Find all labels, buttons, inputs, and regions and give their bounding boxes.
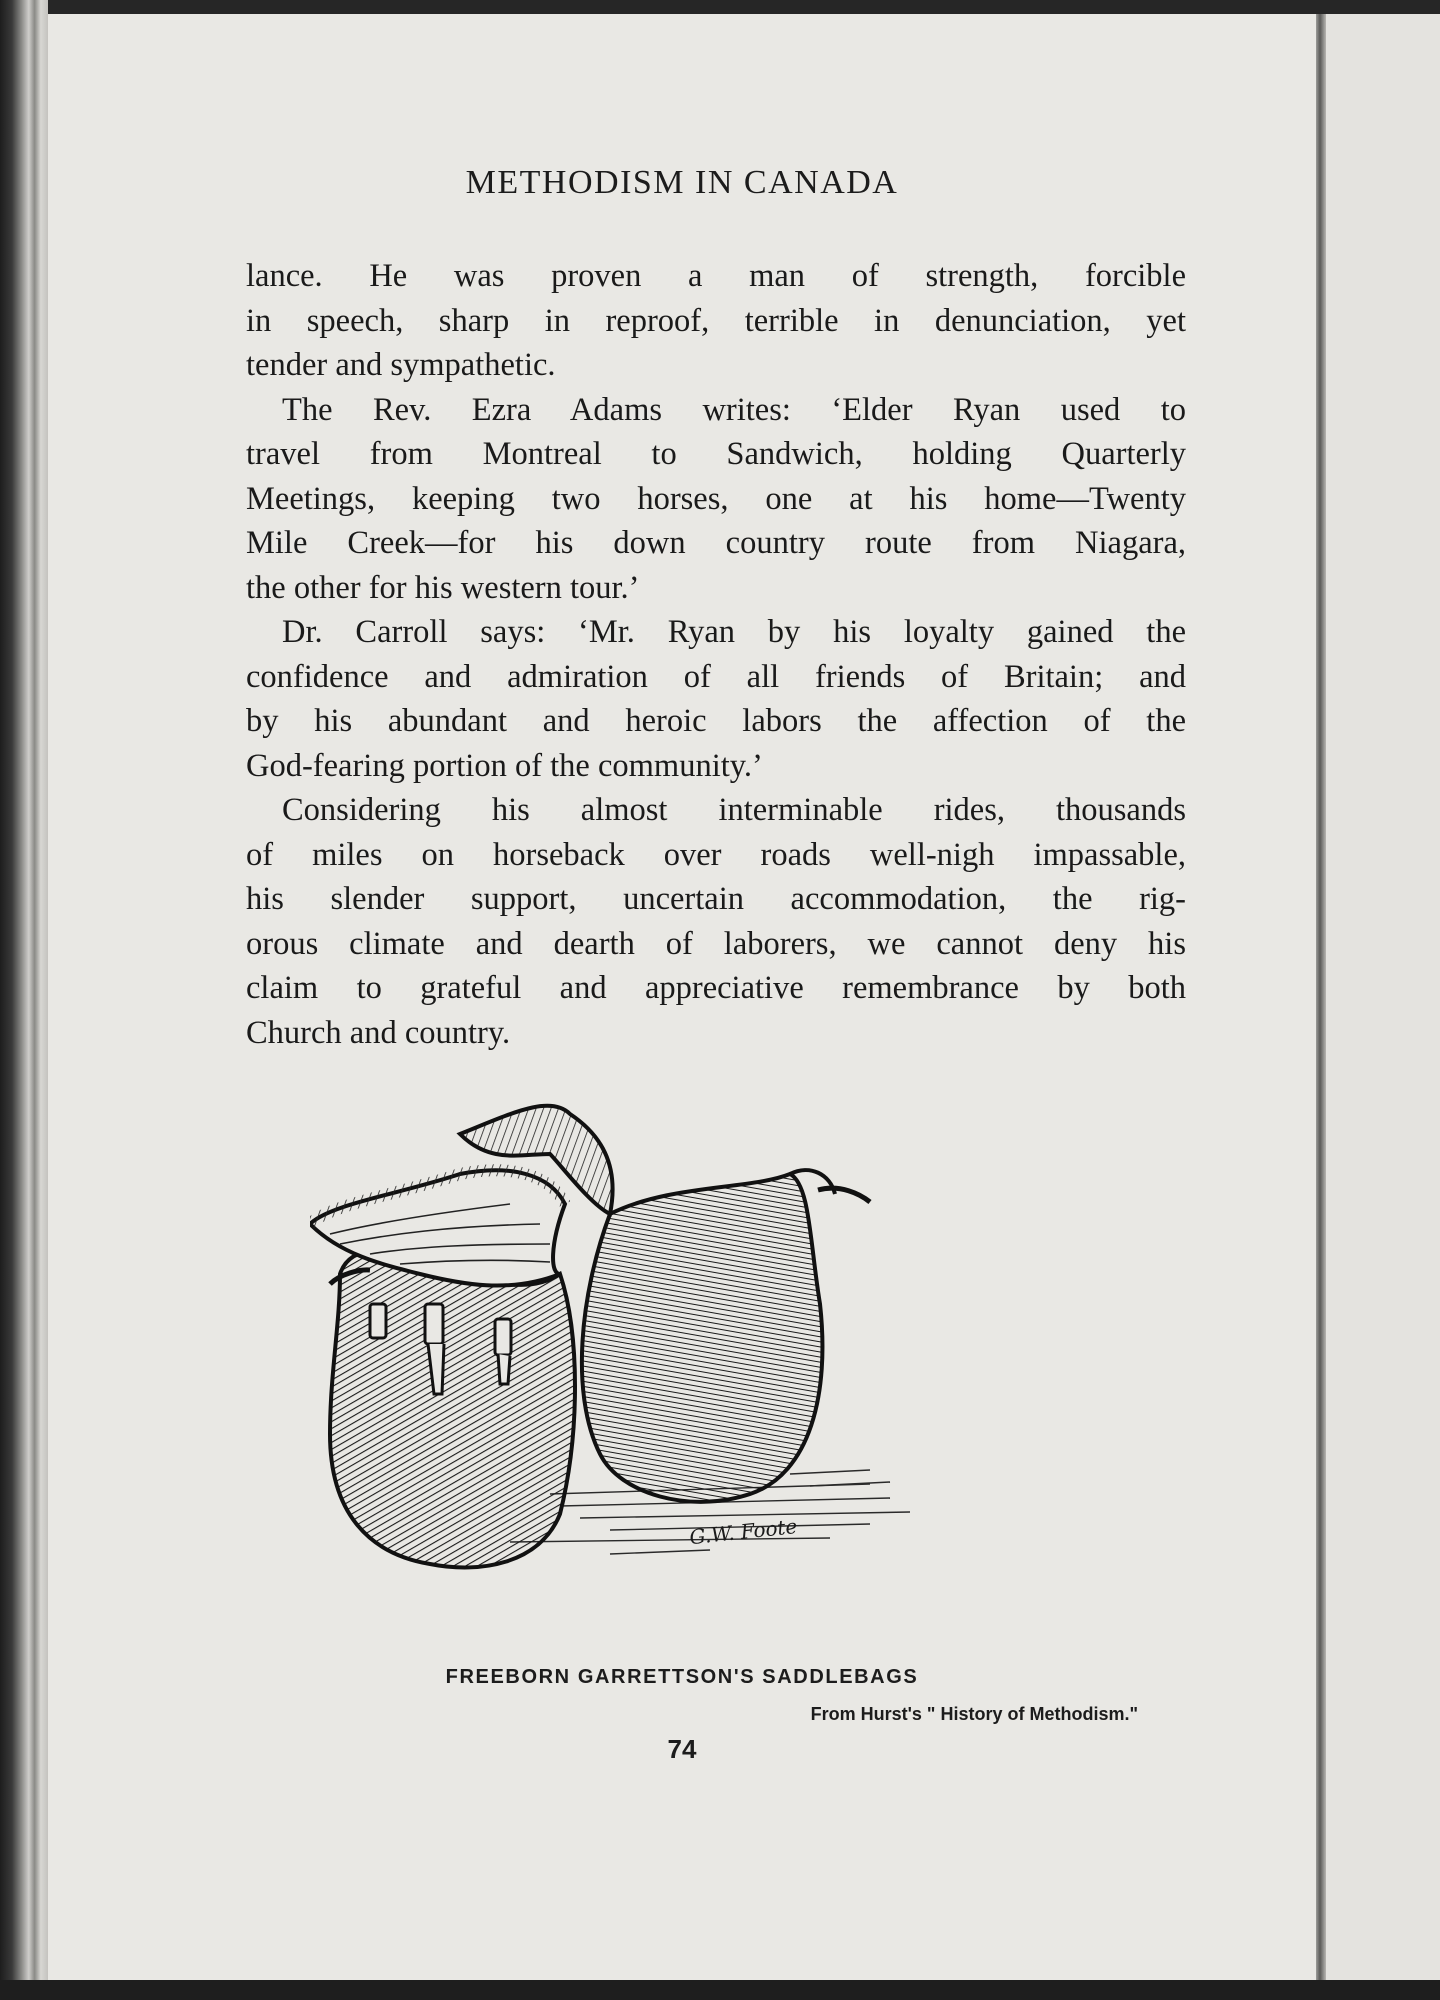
figure-caption: FREEBORN GARRETTSON'S SADDLEBAGS (445, 1666, 919, 1688)
page-gutter (1316, 14, 1326, 1980)
running-head: METHODISM IN CANADA (465, 164, 899, 201)
paragraph-2 (246, 388, 1186, 611)
text-line: the other for his western tour.’ (246, 569, 640, 606)
text-line: The Rev. Ezra Adams writes: ‘Elder Ryan used to (282, 391, 1186, 428)
text-line: tender and sympathetic. (246, 347, 556, 383)
text-line: of miles on horseback over roads well-nigh impassable, (246, 836, 1186, 873)
book-spine (0, 0, 48, 2000)
paragraph-1 (246, 254, 1186, 388)
artist-signature: G.W. Foote (688, 1514, 799, 1550)
text-line: orous climate and dearth of laborers, we cannot deny his (246, 925, 1186, 962)
text-line: Dr. Carroll says: ‘Mr. Ryan by his loyalty gained the (282, 614, 1186, 650)
text-line: confidence and admiration of all friends of Britain; and (246, 658, 1186, 695)
text-line: Meetings, keeping two horses, one at his home—Twenty (246, 480, 1186, 517)
adjacent-page-edge (1326, 14, 1440, 1980)
text-line: Considering his almost interminable rides, thousands (282, 792, 1186, 828)
text-line: lance. He was proven a man of strength, forcible (246, 258, 1186, 294)
text-line: in speech, sharp in reproof, terrible in denunciation, yet (246, 302, 1186, 339)
text-line: his slender support, uncertain accommodation, the rig- (246, 881, 1186, 917)
text-line: claim to grateful and appreciative remembrance by both (246, 970, 1186, 1006)
text-line: Mile Creek—for his down country route from Niagara, (246, 525, 1186, 561)
body-text (246, 254, 1186, 1055)
page-number: 74 (667, 1734, 697, 1764)
text-line: Church and country. (246, 1014, 511, 1051)
figure-credit: From Hurst's " History of Methodism." (810, 1704, 1138, 1724)
text-line: God-fearing portion of the community.’ (246, 747, 763, 784)
paragraph-3 (246, 610, 1186, 788)
right-saddlebag (582, 1174, 823, 1502)
scan-border (0, 1980, 1440, 2000)
text-line: travel from Montreal to Sandwich, holding Quarterly (246, 436, 1186, 472)
paragraph-4 (246, 788, 1186, 1055)
book-page (48, 14, 1316, 1980)
saddlebags-illustration (310, 1094, 1130, 1634)
left-saddlebag (330, 1250, 575, 1567)
text-line: by his abundant and heroic labors the affection of the (246, 703, 1186, 739)
